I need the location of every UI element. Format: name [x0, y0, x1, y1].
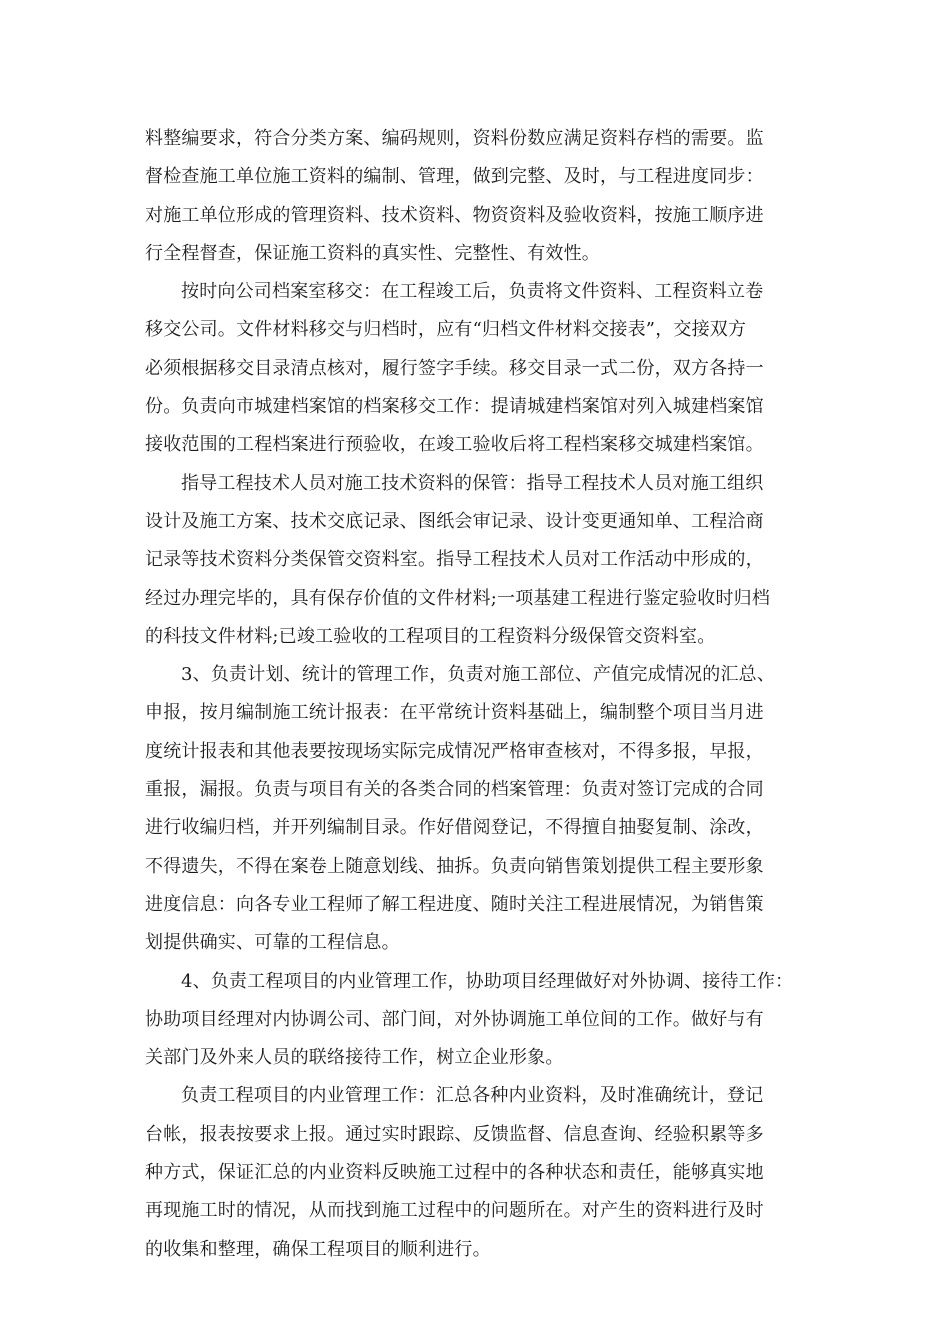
text-line: 经过办理完毕的，具有保存价值的文件材料;一项基建工程进行鉴定验收时归档 [145, 587, 771, 609]
text-line: 对施工单位形成的管理资料、技术资料、物资资料及验收资料，按施工顺序进 [145, 204, 764, 226]
text-line: 申报，按月编制施工统计报表：在平常统计资料基础上，编制整个项目当月进 [145, 702, 764, 724]
text-line: 必须根据移交目录清点核对，履行签字手续。移交目录一式二份，双方各持一 [145, 357, 764, 379]
text-line: 不得遗失，不得在案卷上随意划线、抽拆。负责向销售策划提供工程主要形象 [145, 855, 764, 877]
text-line: 接收范围的工程档案进行预验收，在竣工验收后将工程档案移交城建档案馆。 [145, 434, 764, 456]
text-line: 份。负责向市城建档案馆的档案移交工作：提请城建档案馆对列入城建档案馆 [145, 396, 764, 418]
text-line: 再现施工时的情况，从而找到施工过程中的问题所在。对产生的资料进行及时 [145, 1200, 764, 1222]
text-line: 设计及施工方案、技术交底记录、图纸会审记录、设计变更通知单、工程洽商 [145, 510, 764, 532]
text-line: 记录等技术资料分类保管交资料室。指导工程技术人员对工作活动中形成的， [145, 549, 764, 571]
text-line: 进度信息：向各专业工程师了解工程进度、随时关注工程进展情况，为销售策 [145, 893, 764, 915]
text-line: 按时向公司档案室移交：在工程竣工后，负责将文件资料、工程资料立卷 [181, 281, 764, 303]
text-line: 台帐，报表按要求上报。通过实时跟踪、反馈监督、信息查询、经验积累等多 [145, 1123, 764, 1145]
text-line: 种方式，保证汇总的内业资料反映施工过程中的各种状态和责任，能够真实地 [145, 1162, 764, 1184]
text-line: 3、负责计划、统计的管理工作，负责对施工部位、产值完成情况的汇总、 [181, 664, 776, 686]
text-line: 关部门及外来人员的联络接待工作，树立企业形象。 [145, 1047, 564, 1069]
text-line: 督检查施工单位施工资料的编制、管理，做到完整、及时，与工程进度同步： [145, 166, 764, 188]
text-line: 度统计报表和其他表要按现场实际完成情况严格审查核对，不得多报，早报， [145, 740, 764, 762]
text-line: 料整编要求，符合分类方案、编码规则，资料份数应满足资料存档的需要。监 [145, 128, 764, 149]
text-line: 进行收编归档，并开列编制目录。作好借阅登记，不得擅自抽娶复制、涂改， [145, 817, 764, 839]
text-line: 的收集和整理，确保工程项目的顺利进行。 [145, 1238, 491, 1260]
text-line: 划提供确实、可靠的工程信息。 [145, 932, 400, 954]
text-line: 重报，漏报。负责与项目有关的各类合同的档案管理：负责对签订完成的合同 [145, 779, 764, 801]
text-line: 负责工程项目的内业管理工作：汇总各种内业资料，及时准确统计，登记 [181, 1085, 764, 1107]
text-line: 的科技文件材料;已竣工验收的工程项目的工程资料分级保管交资料室。 [145, 625, 716, 647]
text-line: 行全程督查，保证施工资料的真实性、完整性、有效性。 [145, 242, 600, 264]
text-line: 指导工程技术人员对施工技术资料的保管：指导工程技术人员对施工组织 [181, 472, 764, 494]
text-line: 移交公司。文件材料移交与归档时，应有“归档文件材料交接表”，交接双方 [145, 319, 747, 341]
text-line: 协助项目经理对内协调公司、部门间，对外协调施工单位间的工作。做好与有 [145, 1008, 764, 1030]
document-page [145, 120, 805, 1269]
text-line: 4、负责工程项目的内业管理工作，协助项目经理做好对外协调、接待工作： [181, 970, 794, 992]
